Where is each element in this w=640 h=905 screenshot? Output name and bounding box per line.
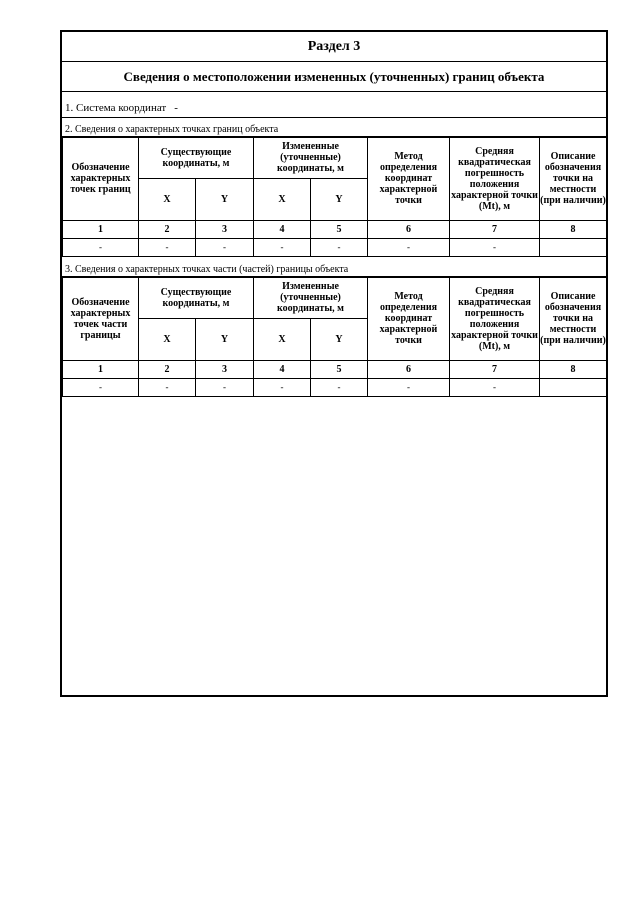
column-number: 8 bbox=[540, 361, 607, 379]
coordinate-system-value: - bbox=[174, 102, 178, 114]
column-number: 6 bbox=[368, 361, 450, 379]
column-number: 4 bbox=[254, 221, 311, 239]
header-existing-coords: Существующие координаты, м bbox=[139, 137, 254, 179]
coordinate-system-label: 1. Система координат bbox=[65, 102, 167, 114]
table-row bbox=[63, 379, 607, 397]
table-cell: - bbox=[254, 379, 311, 397]
table-cell: - bbox=[311, 239, 368, 257]
column-number: 3 bbox=[196, 221, 254, 239]
column-number: 7 bbox=[450, 221, 540, 239]
column-number: 7 bbox=[450, 361, 540, 379]
column-number: 6 bbox=[368, 221, 450, 239]
column-number: 4 bbox=[254, 361, 311, 379]
table-cell: - bbox=[139, 379, 196, 397]
header-method: Метод определения координат характерной точки bbox=[368, 277, 450, 361]
column-number: 2 bbox=[139, 361, 196, 379]
section-subtitle: Сведения о местоположении измененных (уточненных) границ объекта bbox=[62, 62, 606, 92]
document-page bbox=[60, 30, 608, 697]
header-y-existing: Y bbox=[196, 319, 254, 361]
table-cell: - bbox=[139, 239, 196, 257]
header-point-designation: Обозначение характерных точек границ bbox=[63, 137, 139, 221]
table-cell: - bbox=[368, 379, 450, 397]
header-point-designation: Обозначение характерных точек части границы bbox=[63, 277, 139, 361]
header-changed-coords: Измененные (уточненные) координаты, м bbox=[254, 137, 368, 179]
header-x-changed: X bbox=[254, 179, 311, 221]
table-cell: - bbox=[196, 239, 254, 257]
section-title: Раздел 3 bbox=[62, 32, 606, 62]
header-x-existing: X bbox=[139, 319, 196, 361]
header-x-existing: X bbox=[139, 179, 196, 221]
header-changed-coords: Измененные (уточненные) координаты, м bbox=[254, 277, 368, 319]
header-description: Описание обозначения точки на местности (при наличии) bbox=[540, 277, 607, 361]
coordinate-system-row bbox=[62, 92, 606, 118]
column-number: 1 bbox=[63, 361, 139, 379]
header-description: Описание обозначения точки на местности (при наличии) bbox=[540, 137, 607, 221]
column-number: 5 bbox=[311, 361, 368, 379]
table-cell: - bbox=[450, 239, 540, 257]
header-y-changed: Y bbox=[311, 319, 368, 361]
header-error: Средняя квадратическая погрешность положения характерной точки (Mt), м bbox=[450, 277, 540, 361]
column-number: 5 bbox=[311, 221, 368, 239]
table-cell: - bbox=[450, 379, 540, 397]
column-number: 1 bbox=[63, 221, 139, 239]
header-y-changed: Y bbox=[311, 179, 368, 221]
table-cell: - bbox=[63, 239, 139, 257]
table2-caption: 3. Сведения о характерных точках части (частей) границы объекта bbox=[62, 258, 606, 278]
column-number: 8 bbox=[540, 221, 607, 239]
column-number: 3 bbox=[196, 361, 254, 379]
header-y-existing: Y bbox=[196, 179, 254, 221]
header-error: Средняя квадратическая погрешность положения характерной точки (Mt), м bbox=[450, 137, 540, 221]
header-existing-coords: Существующие координаты, м bbox=[139, 277, 254, 319]
table1-caption: 2. Сведения о характерных точках границ объекта bbox=[62, 118, 606, 138]
table-cell: - bbox=[311, 379, 368, 397]
table-cell bbox=[540, 379, 607, 397]
table-cell: - bbox=[254, 239, 311, 257]
boundary-points-table bbox=[62, 136, 607, 257]
part-boundary-points-table bbox=[62, 276, 607, 397]
header-x-changed: X bbox=[254, 319, 311, 361]
table-cell bbox=[540, 239, 607, 257]
table-cell: - bbox=[196, 379, 254, 397]
blank-area bbox=[62, 398, 606, 695]
table-cell: - bbox=[368, 239, 450, 257]
table-row bbox=[63, 239, 607, 257]
table-cell: - bbox=[63, 379, 139, 397]
column-number: 2 bbox=[139, 221, 196, 239]
header-method: Метод определения координат характерной точки bbox=[368, 137, 450, 221]
